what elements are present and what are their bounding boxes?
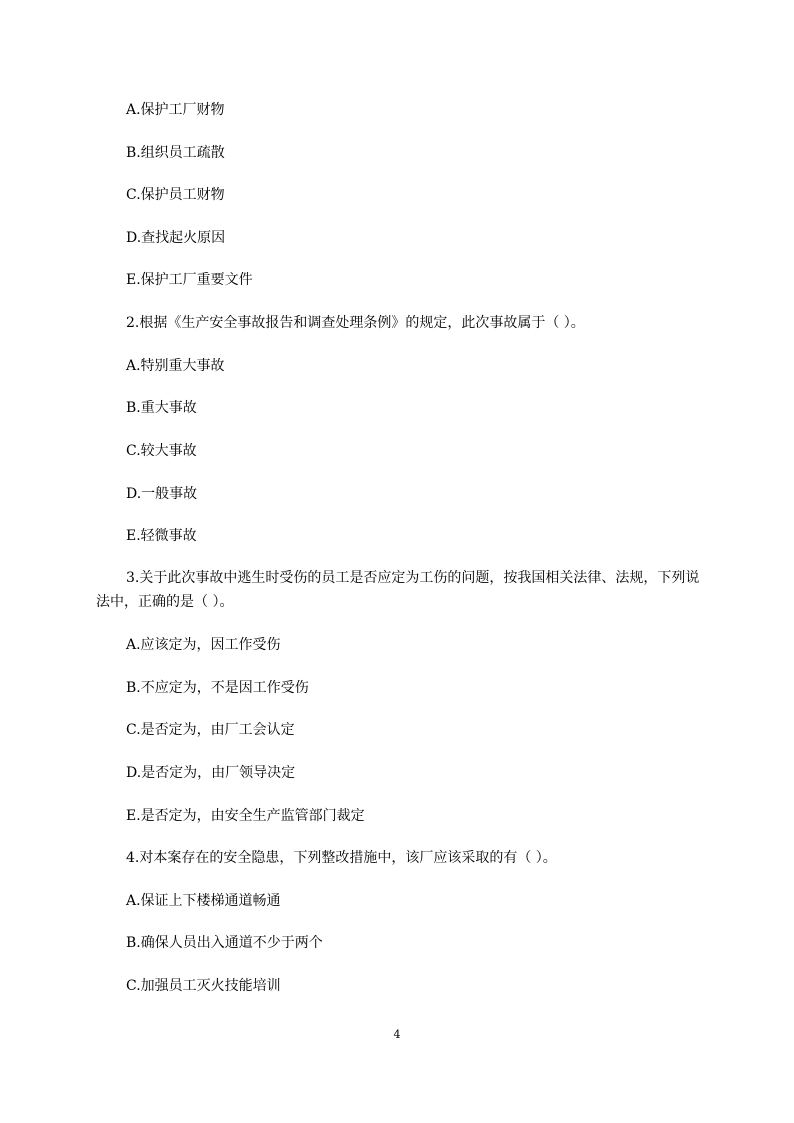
q3-option-e: E.是否定为，由安全生产监管部门裁定 — [126, 808, 365, 824]
q2-option-a: A.特别重大事故 — [126, 358, 225, 374]
q2-option-b: B.重大事故 — [126, 400, 197, 416]
q3-option-a: A.应该定为，因工作受伤 — [126, 637, 281, 653]
q4-option-c: C.加强员工灭火技能培训 — [126, 978, 281, 994]
q4-option-a: A.保证上下楼梯通道畅通 — [126, 893, 281, 909]
q2-option-e: E.轻微事故 — [126, 528, 197, 544]
q3-option-d: D.是否定为，由厂领导决定 — [126, 765, 296, 781]
option-d-find-fire-cause: D.查找起火原因 — [126, 230, 226, 246]
q3-option-b: B.不应定为，不是因工作受伤 — [126, 680, 309, 696]
q4-option-b: B.确保人员出入通道不少于两个 — [126, 935, 323, 951]
option-e-protect-documents: E.保护工厂重要文件 — [126, 272, 253, 288]
q2-option-d: D.一般事故 — [126, 486, 198, 502]
page-number: 4 — [393, 1028, 401, 1041]
option-a-protect-factory-property: A.保护工厂财物 — [126, 102, 225, 118]
question-2: 2.根据《生产安全事故报告和调查处理条例》的规定，此次事故属于（ ）。 — [126, 315, 585, 331]
q2-option-c: C.较大事故 — [126, 443, 197, 459]
option-c-protect-employee-property: C.保护员工财物 — [126, 187, 225, 203]
q3-option-c: C.是否定为，由厂工会认定 — [126, 722, 295, 738]
question-4: 4.对本案存在的安全隐患，下列整改措施中，该厂应该采取的有（ ）。 — [126, 850, 557, 866]
option-b-organize-evacuation: B.组织员工疏散 — [126, 145, 225, 161]
question-3: 3.关于此次事故中逃生时受伤的员工是否应定为工伤的问题，按我国相关法律、法规，下列说法中，正确的是（ ）。 — [96, 570, 700, 610]
